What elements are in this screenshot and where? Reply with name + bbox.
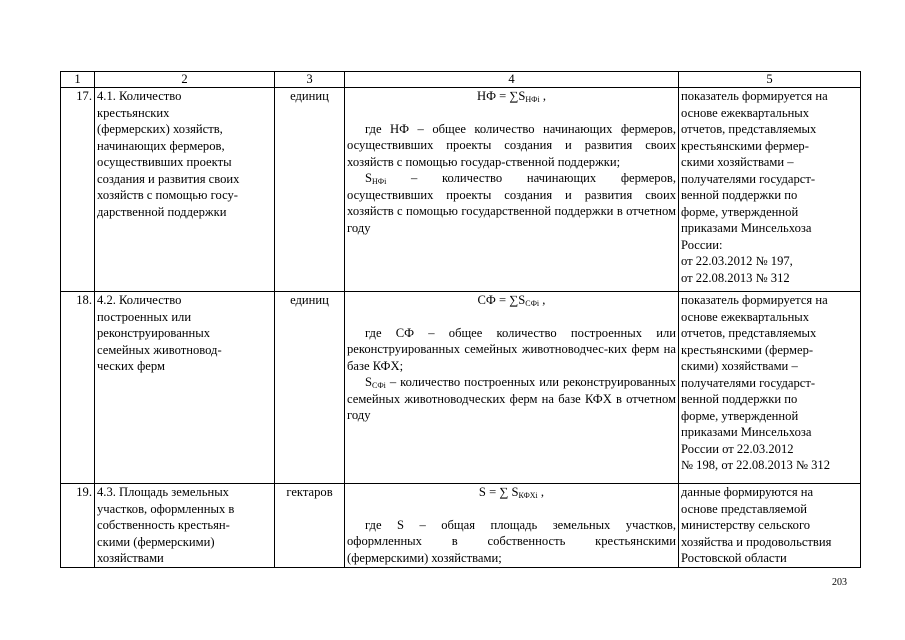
formula-cell <box>345 484 679 568</box>
source-cell: данные формируются на основе представляемой министерству сельского хозяйства и продовольствия Ростовской области <box>679 484 861 568</box>
unit-cell: единиц <box>275 292 345 484</box>
row-number: 18. <box>61 292 95 484</box>
table-row <box>61 292 861 484</box>
formula-description: где S – общая площадь земельных участков, оформленных в собственность крестьянскими (фермерскими) хозяйствами; <box>347 517 676 565</box>
formula: НФ = $\sum S_{НФi}$ , <box>476 89 547 104</box>
row-number: 17. <box>61 88 95 292</box>
header-cell: 5 <box>679 72 861 88</box>
formula: S = ∑ $S_{КФХi}$ , <box>478 485 545 500</box>
unit-cell: гектаров <box>275 484 345 568</box>
formula-description: где СФ – общее количество построенных или реконструированных семейных животноводчес-ких ферм на базе КФХ; <box>347 325 676 373</box>
formula-cell <box>345 292 679 484</box>
indicators-table <box>60 71 861 568</box>
header-cell: 4 <box>345 72 679 88</box>
indicator-name: 4.2. Количество построенных или реконструированных семейных животновод- ческих ферм <box>95 292 275 484</box>
table-row <box>61 88 861 292</box>
formula-description: где НФ – общее количество начинающих фермеров, осуществивших проекты создания и развития своих хозяйств с помощью государ-ственной поддержки; <box>347 121 676 169</box>
indicator-name: 4.3. Площадь земельных участков, оформленных в собственность крестьян- скими (фермерскими) хозяйствами <box>95 484 275 568</box>
indicator-name: 4.1. Количество крестьянских (фермерских) хозяйств, начинающих фермеров, осуществивших проекты создания и развития своих хозяйств с помощью госу- дарственной поддержки <box>95 88 275 292</box>
variable-description: $S_{НФi}$ – количество начинающих фермеров, осуществивших проекты создания и развития своих хозяйств с помощью государственной поддержки в отчетном году <box>347 171 676 235</box>
variable-description: $S_{СФi}$ – количество построенных или реконструированных семейных животноводческих ферм на базе КФХ в отчетном году <box>347 375 676 422</box>
header-cell: 3 <box>275 72 345 88</box>
header-row <box>61 72 861 88</box>
header-cell: 1 <box>61 72 95 88</box>
source-cell: показатель формируется на основе ежеквартальных отчетов, представляемых крестьянскими фермер- скими хозяйствами – получателями государст- венной поддержки по форме, утвержденной приказами Минсельхоза России: от 22.03.2012 № 197, от 22.08.2013 № 312 <box>679 88 861 292</box>
row-number: 19. <box>61 484 95 568</box>
formula-cell <box>345 88 679 292</box>
unit-cell: единиц <box>275 88 345 292</box>
source-cell: показатель формируется на основе ежеквартальных отчетов, представляемых крестьянскими (фермер- скими) хозяйствами – получателями государст- венной поддержки по форме, утвержденной приказами Минсельхоза России от 22.03.2012 № 198, от 22.08.2013 № 312 <box>679 292 861 484</box>
formula: СФ = $\sum S_{СФi}$ , <box>477 293 546 308</box>
table-row <box>61 484 861 568</box>
page-number: 203 <box>832 577 847 588</box>
header-cell: 2 <box>95 72 275 88</box>
